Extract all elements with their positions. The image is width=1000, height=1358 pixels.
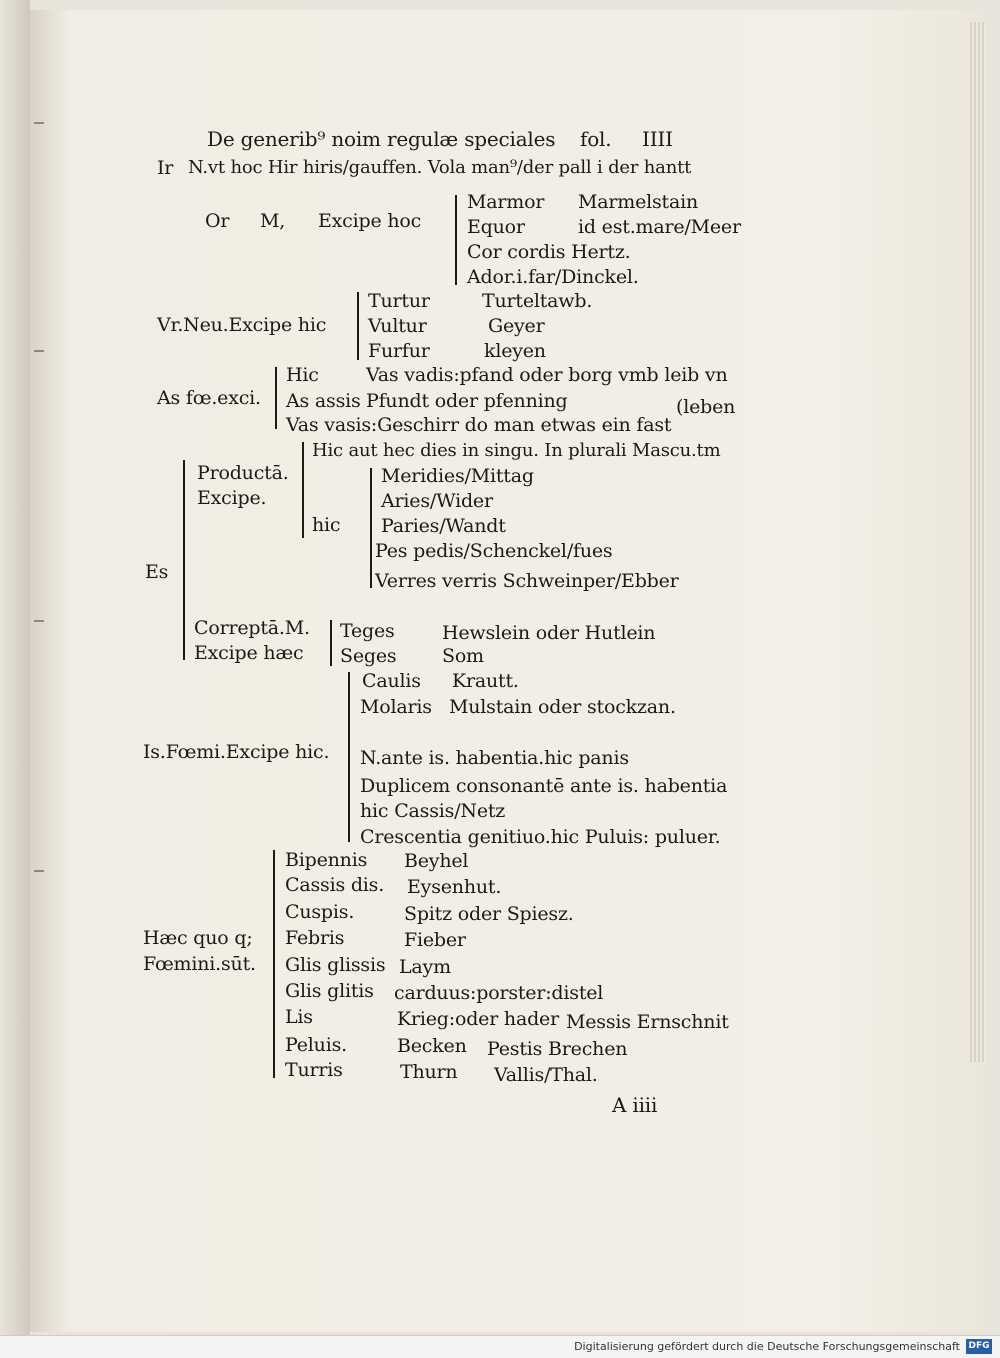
- es-correpta-latin-2: Seges: [340, 645, 397, 667]
- haec-latin-2: Cassis dis.: [285, 874, 385, 896]
- binding-stitch: [34, 350, 44, 352]
- as-line-vas-vadis: Vas vadis:pfand oder borg vmb leib vn: [366, 364, 728, 386]
- or-key: Or: [205, 210, 230, 232]
- haec-german-9: Thurn: [400, 1061, 458, 1083]
- es-hic: hic: [312, 514, 341, 536]
- or-german-1: Marmelstain: [578, 191, 699, 213]
- as-line-vas-vasis: Vas vasis:Geschirr do man etwas ein fast: [286, 414, 672, 436]
- haec-extra-7: Messis Ernschnit: [566, 1011, 729, 1033]
- as-brace: [275, 367, 277, 429]
- haec-extra-8: Pestis Brechen: [487, 1038, 628, 1060]
- is-label: Is.Fœmi.Excipe hic.: [143, 741, 330, 763]
- haec-extra-9: Vallis/Thal.: [494, 1064, 598, 1086]
- haec-brace: [273, 850, 275, 1078]
- is-rule-2: Duplicem consonantē ante is. habentia: [360, 775, 728, 797]
- es-correpta-german-1: Hewslein oder Hutlein: [442, 622, 656, 644]
- vr-label: Vr.Neu.Excipe hic: [157, 314, 327, 336]
- haec-german-5: Laym: [399, 956, 451, 978]
- ir-key: Ir: [157, 157, 174, 179]
- haec-latin-8: Peluis.: [285, 1034, 347, 1056]
- vr-german-2: Geyer: [488, 315, 545, 337]
- ir-rule: N.vt hoc Hir hiris/gauffen. Vola man⁹/der pall i der hantt: [188, 157, 692, 178]
- es-key: Es: [145, 561, 169, 583]
- haec-german-6: carduus:porster:distel: [394, 982, 604, 1004]
- or-excipe: Excipe hoc: [318, 210, 422, 232]
- es-outer-brace: [183, 460, 185, 660]
- is-rule-4: Crescentia genitiuo.hic Puluis: puluer.: [360, 826, 721, 848]
- es-correpta-excipe: Excipe hæc: [194, 642, 304, 664]
- dfg-logo: DFG: [966, 1339, 992, 1354]
- as-line-leben: (leben: [676, 396, 736, 418]
- page-edges: [970, 22, 986, 1062]
- as-line-hic: Hic: [286, 364, 319, 386]
- is-rule-1: N.ante is. habentia.hic panis: [360, 747, 629, 769]
- left-page-edge: [0, 0, 30, 1335]
- haec-label-1: Hæc quo q;: [143, 927, 253, 949]
- es-producta-brace: [302, 442, 304, 538]
- as-line-as-assis: As assis: [286, 390, 361, 412]
- es-hic-brace: [370, 468, 372, 588]
- or-gender: M,: [260, 210, 286, 232]
- binding-stitch: [34, 122, 44, 124]
- es-producta-excipe: Excipe.: [197, 487, 267, 509]
- running-title: De generib⁹ noim regulæ speciales: [207, 127, 556, 151]
- haec-german-2: Eysenhut.: [407, 876, 502, 898]
- es-hic-item-5: Verres verris Schweinper/Ebber: [375, 570, 679, 592]
- haec-german-7: Krieg:oder hader: [397, 1008, 559, 1030]
- haec-german-1: Beyhel: [404, 850, 469, 872]
- haec-latin-5: Glis glissis: [285, 954, 386, 976]
- vr-german-3: kleyen: [484, 340, 546, 362]
- es-hic-item-1: Meridies/Mittag: [381, 465, 534, 487]
- es-correpta-german-2: Som: [442, 645, 484, 667]
- is-latin-1: Caulis: [362, 670, 421, 692]
- haec-german-8: Becken: [397, 1035, 467, 1057]
- haec-latin-6: Glis glitis: [285, 980, 374, 1002]
- haec-latin-9: Turris: [285, 1059, 343, 1081]
- folio-label: fol.: [580, 127, 612, 151]
- es-correpta: Correptā.M.: [194, 617, 310, 639]
- or-latin-1: Marmor: [467, 191, 545, 213]
- is-german-2: Mulstain oder stockzan.: [449, 696, 676, 718]
- vr-brace: [357, 292, 359, 360]
- vr-latin-3: Furfur: [368, 340, 430, 362]
- es-hic-item-3: Paries/Wandt: [381, 515, 506, 537]
- or-latin-2: Equor: [467, 216, 525, 238]
- es-producta: Productā.: [197, 462, 289, 484]
- as-line-pfundt: Pfundt oder pfenning: [366, 390, 568, 412]
- or-german-2: id est.mare/Meer: [578, 216, 741, 238]
- vr-german-1: Turteltawb.: [482, 290, 593, 312]
- vr-latin-1: Turtur: [368, 290, 430, 312]
- es-correpta-brace: [330, 620, 332, 666]
- or-latin-3: Cor cordis Hertz.: [467, 241, 631, 263]
- binding-stitch: [34, 620, 44, 622]
- haec-latin-4: Febris: [285, 927, 345, 949]
- binding-stitch: [34, 870, 44, 872]
- or-latin-4: Ador.i.far/Dinckel.: [467, 266, 639, 288]
- is-brace: [348, 672, 350, 842]
- es-hic-item-4: Pes pedis/Schenckel/fues: [375, 540, 613, 562]
- footer-bar: [0, 1335, 1000, 1358]
- es-dies: Hic aut hec dies in singu. In plurali Mascu.tm: [312, 440, 721, 461]
- haec-label-2: Fœmini.sūt.: [143, 953, 256, 975]
- haec-latin-1: Bipennis: [285, 849, 368, 871]
- haec-latin-3: Cuspis.: [285, 901, 355, 923]
- is-latin-2: Molaris: [360, 696, 432, 718]
- is-rule-3: hic Cassis/Netz: [360, 800, 506, 822]
- is-german-1: Krautt.: [452, 670, 519, 692]
- haec-latin-7: Lis: [285, 1006, 313, 1028]
- as-label: As fœ.exci.: [157, 387, 261, 409]
- vr-latin-2: Vultur: [368, 315, 427, 337]
- es-hic-item-2: Aries/Wider: [381, 490, 493, 512]
- es-correpta-latin-1: Teges: [340, 620, 395, 642]
- haec-german-3: Spitz oder Spiesz.: [404, 903, 574, 925]
- haec-german-4: Fieber: [404, 929, 466, 951]
- or-brace: [455, 195, 457, 285]
- footer-credit: Digitalisierung gefördert durch die Deutsche Forschungsgemeinschaft: [574, 1340, 960, 1353]
- signature-mark: A iiii: [612, 1093, 658, 1117]
- folio-number: IIII: [642, 127, 673, 151]
